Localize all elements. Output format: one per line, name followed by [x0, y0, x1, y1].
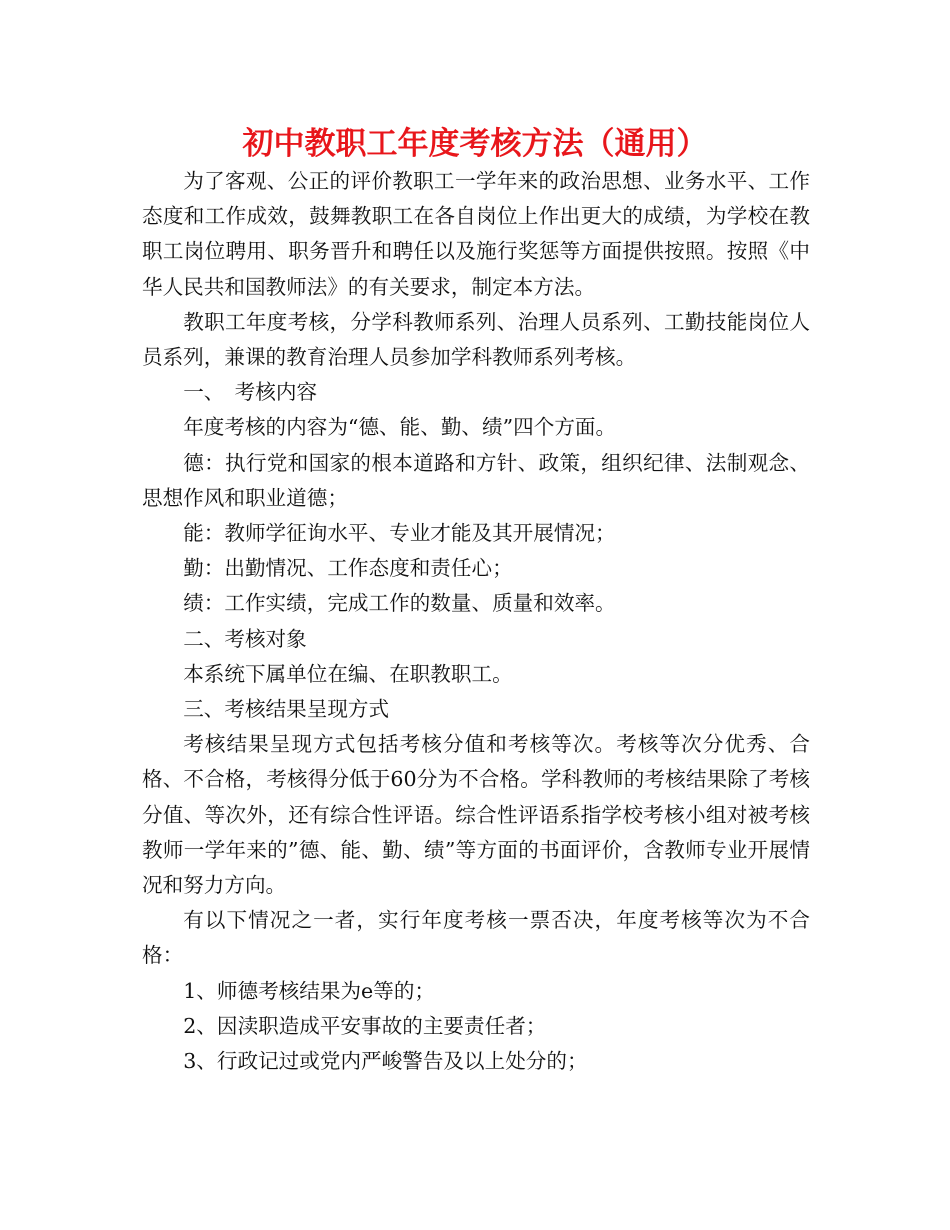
paragraph-series: 教职工年度考核，分学科教师系列、治理人员系列、工勤技能岗位人员系列，兼课的教育治理人员参加学科教师系列考核。: [142, 309, 810, 370]
paragraph-results: 考核结果呈现方式包括考核分值和考核等次。考核等次分优秀、合格、不合格，考核得分低于60分为不合格。学科教师的考核结果除了考核分值、等次外，还有综合性评语。综合性评语系指学校考核小组对被考核教师一学年来的”德、能、勤、绩”等方面的书面评价，含教师专业开展情况和努力方向。: [142, 732, 810, 898]
list-item-1: 1、师德考核结果为e等的；: [183, 978, 436, 1003]
paragraph-intro: 为了客观、公正的评价教职工一学年来的政治思想、业务水平、工作态度和工作成效，鼓舞教职工在各自岗位上作出更大的成绩，为学校在教职工岗位聘用、职务晋升和聘任以及施行奖惩等方面提供按照。按照《中华人民共和国教师法》的有关要求，制定本方法。: [142, 169, 810, 299]
paragraph-qin: 勤：出勤情况、工作态度和责任心；: [183, 556, 513, 581]
section-heading-targets: 二、考核对象: [183, 626, 307, 651]
document-body: [142, 164, 810, 1079]
paragraph-veto: 有以下情况之一者，实行年度考核一票否决，年度考核等次为不合格：: [142, 908, 810, 968]
section-heading-content: 一、 考核内容: [183, 380, 318, 405]
paragraph-ji: 绩：工作实绩，完成工作的数量、质量和效率。: [183, 591, 616, 616]
paragraph-four-aspects: 年度考核的内容为“德、能、勤、绩”四个方面。: [183, 415, 617, 440]
paragraph-targets: 本系统下属单位在编、在职教职工。: [183, 661, 513, 686]
list-item-2: 2、因渎职造成平安事故的主要责任者；: [183, 1013, 547, 1038]
paragraph-neng: 能：教师学征询水平、专业才能及其开展情况；: [183, 521, 616, 546]
paragraph-de: 德：执行党和国家的根本道路和方针、政策，组织纪律、法制观念、思想作风和职业道德；: [142, 450, 810, 510]
list-item-3: 3、行政记过或党内严峻警告及以上处分的；: [183, 1049, 588, 1074]
section-heading-results: 三、考核结果呈现方式: [183, 697, 390, 722]
document-title: 初中教职工年度考核方法（通用）: [242, 126, 708, 162]
